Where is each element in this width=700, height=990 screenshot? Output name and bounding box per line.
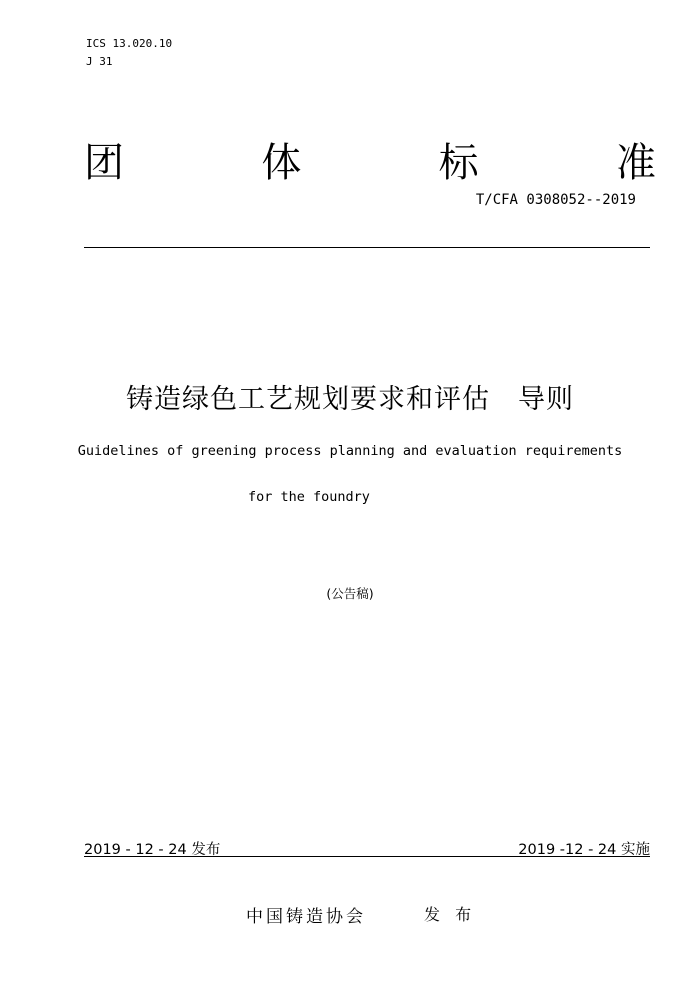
bottom-divider (84, 856, 650, 857)
ccs-code: J 31 (86, 55, 113, 68)
document-title-english-line1: Guidelines of greening process planning and evaluation requirements (77, 443, 623, 459)
document-title-english-line2: for the foundry (248, 489, 370, 505)
standard-type-char: 体 (261, 140, 302, 186)
implementation-date: 2019 -12 - 24 实施 (518, 842, 650, 858)
standard-type-char: 准 (615, 140, 656, 186)
standard-type-char: 标 (438, 140, 479, 186)
standard-number: T/CFA 0308052--2019 (475, 192, 636, 208)
draft-status-note: (公告稿) (326, 586, 374, 601)
document-title-chinese: 铸造绿色工艺规划要求和评估 导则 (126, 384, 574, 415)
issue-date: 2019 - 12 - 24 发布 (84, 842, 221, 858)
publish-label: 发 布 (424, 905, 477, 924)
standard-type-char: 团 (84, 140, 124, 186)
ics-code: ICS 13.020.10 (86, 37, 173, 50)
top-divider (84, 247, 650, 248)
standard-type-heading (84, 140, 656, 186)
publisher-name: 中国铸造协会 (246, 907, 366, 927)
